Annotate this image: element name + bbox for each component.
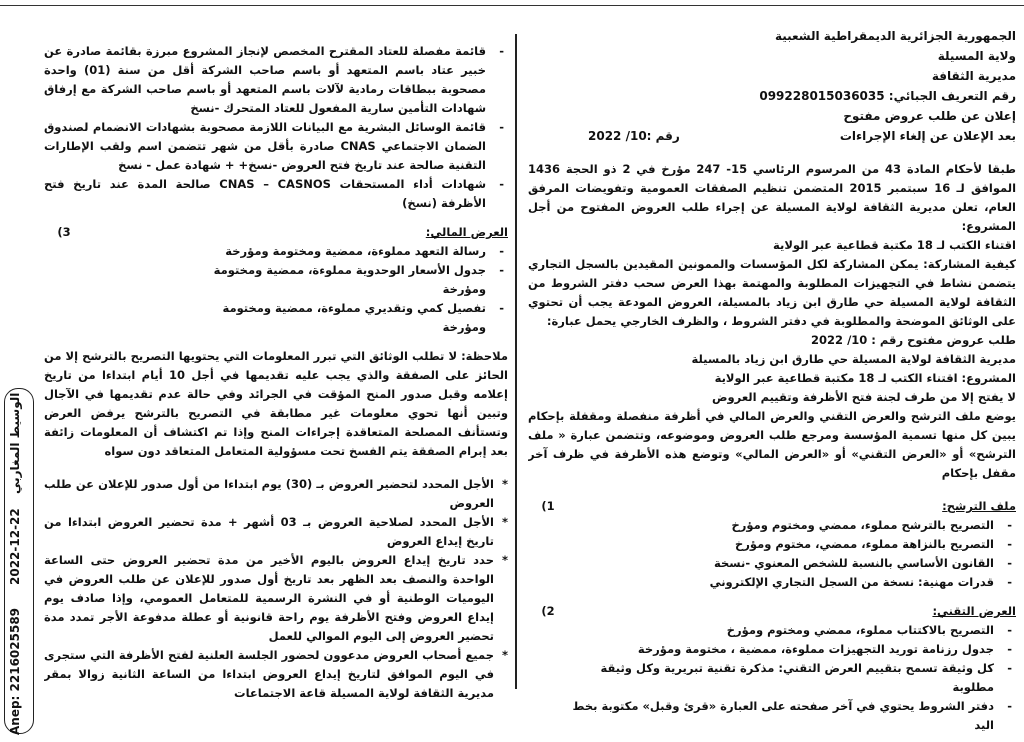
reference-number: رقم :10/ 2022 [588,129,680,143]
top-border [0,0,1024,6]
section-1-title: ملف الترشح: [942,499,1016,513]
notice-title: إعلان عن طلب عروض مفتوح [843,109,1016,123]
section-financial-offer [44,223,508,337]
placement-paragraph: يوضع ملف الترشح والعرض التقني والعرض المالي في أظرفة منفصلة ومقفلة بإحكام يبين كل منها تسمية المؤسسة ومرجع طلب العروض وموضوعه، وتتضمن عبارة « ملف الترشح» أو «العرض التقني» أو «العرض المالي» وتوضع هذه الأظرفة في ظرف آخر مقفل بإحكام [528,409,1016,480]
list-item: - القانون الأساسي بالنسبة للشخص المعنوي -نسخة [528,554,1016,573]
intro-paragraph: طبقا لأحكام المادة 43 من المرسوم الرئاسي 15- 247 مؤرخ في 2 ذو الحجة 1436 الموافق لـ 16 سبتمبر 2015 المتضمن تنظيم الصفقات العمومية وتفويضات المرفق العام، تعلن مديرية الثقافة لولاية المسيلة عن إجراء طلب العروض المفتوح من أجل المشروع: [528,162,1016,233]
list-item: - جدول رزنامة توريد التجهيزات مملوءة، ممضية ، مختومة ومؤرخة [528,640,1016,659]
column-divider [515,34,517,689]
notice-header [528,26,1016,146]
deadline-item: * الأجل المحدد لصلاحية العروض بـ 03 أشهر + مدة تحضير العروض ابتداءا من تاريخ إيداع العروض [44,513,508,551]
section-technical-offer [528,602,1016,735]
list-item: - التصريح بالنزاهة مملوء، ممضي، مختوم ومؤرخ [528,535,1016,554]
list-item: - قدرات مهنية: نسخة من السجل التجاري الإلكتروني [528,573,1016,592]
section-1-heading [528,497,1016,516]
envelope-line-4: لا يفتح إلا من طرف لجنة فتح الأظرفة وتقييم العروض [712,390,1016,404]
list-item: - قائمة الوسائل البشرية مع البيانات اللازمة مصحوبة بشهادات الانضمام لصندوق الضمان الاجتماعي CNAS صادرة بأقل من شهر تتضمن اسم ولقب الإطارات التقنية صالحة عند تاريخ فتح العروض -نسخ+ + شهادة عمل - نسخ [44,118,508,175]
section-1-number: 1) [541,499,555,513]
tax-id: رقم التعريف الجبائي: 099228015036035 [759,89,1016,103]
anep-reference: Anep: 2216025589 [8,607,22,735]
deadline-item: * جميع أصحاب العروض مدعوون لحضور الجلسة العلنية لفتح الأظرفة التي ستجرى في اليوم الموافق لتاريخ إيداع العروض ابتداءا من الساعة الثانية زوالا بمقر مديرية الثقافة لولاية المسيلة قاعة الاجتماعات [44,646,508,702]
list-item: - التصريح بالترشح مملوء، ممضي ومختوم ومؤرخ [528,516,1016,535]
section-3-title: العرض المالي: [425,225,508,239]
publication-date: 2022-12-22 [8,508,22,585]
wilaya-name: ولاية المسيلة [937,49,1016,63]
right-column [528,26,1016,736]
section-1-list [528,516,1016,592]
participation-paragraph: كيفية المشاركة: يمكن المشاركة لكل المؤسسات والممونين المقيدين بالسجل التجاري يتضمن نشاط في التجهيزات المطلوبة والمهتمة بهذا العرض سحب دفتر الشروط من الثقافة لولاية المسيلة حي طارق ابن زياد بالمسيلة، العروض المودعة يجب أن تحتوي على الوثائق الموضحة والمطلوبة في دفتر الشروط ، والظرف الخارجي يحمل عبارة: [528,257,1016,328]
section-3-number: 3) [57,225,71,239]
section-candidacy-file [528,497,1016,592]
note-paragraph: ملاحظة: لا تطلب الوثائق التي تبرر المعلومات التي يحتويها التصريح بالترشح إلا من الحائز على الصفقة والذي يجب عليه تقديمها في أجل 10 أيام ابتداءا من تاريخ إعلامه وقبل صدور المنح المؤقت في الجرائد وفي حالة عدم تقديمها في الآجال وتبين أنها تحوي معلومات غير مطابقة في التصريح بالترشح يرفض العرض وتستأنف المصلحة المتعاقدة إجراءات المنح وإذا تم اكتشاف أن المعلومات زائفة بعد إبرام الصفقة يتم الفسخ تحت مسؤولية المتعامل المتعاقد دون سواه [44,349,508,458]
list-item: - كل وثيقة تسمح بتقييم العرض التقني: مذكرة تقنية تبريرية وكل وثيقة مطلوبة [528,659,1016,697]
list-item: - جدول الأسعار الوحدوية مملوءة، ممضية ومختومة ومؤرخة [44,261,508,299]
section-2-number: 2) [541,604,555,618]
list-item: - دفتر الشروط يحتوي في آخر صفحته على العبارة «قرئ وقبل» مكتوبة بخط اليد [528,697,1016,735]
list-item: - التصريح بالاكتتاب مملوء، ممضي ومختوم ومؤرخ [528,621,1016,640]
section-2-list [528,621,1016,735]
section-3-heading [44,223,508,242]
deadline-item: * حدد تاريخ إيداع العروض باليوم الأخير من مدة تحضير العروض حتى الساعة الواحدة والنصف بعد الظهر بعد تاريخ أول صدور للإعلان عن طلب العروض في اليوميات الوطنية أو في النشرة الرسمية للمتعامل العمومي، وإذا صادف يوم إيداع العروض وفتح الأظرفة يوم راحة قانونية أو عطلة مدفوعة الأجر تمدد مدة تحضير العروض إلى اليوم الموالي للعمل [44,551,508,646]
notice-subtitle-row [528,126,1016,146]
list-item: - قائمة مفصلة للعتاد المقترح المخصص لإنجاز المشروع مبرزة بقائمة صادرة عن خبير عتاد باسم المتعهد أو باسم صاحب الشركة أقل من سنة (01) واحدة مصحوبة ببطاقات رمادية لآلات باسم المتعهد أو باسم صاحب الشركة مع إرفاق شهادات التأمين سارية المفعول للعتاد المتحرك -نسخ [44,42,508,118]
section-2-title: العرض التقني: [932,604,1016,618]
left-column [44,42,508,702]
envelope-line-2: مديرية الثقافة لولاية المسيلة حي طارق ابن زياد بالمسيلة [691,352,1016,366]
republic-name: الجمهورية الجزائرية الديمقراطية الشعبية [774,29,1016,43]
newspaper-name: الوسيط المغاربي [8,392,22,494]
section-2-heading [528,602,1016,621]
list-item: - تفصيل كمي وتقديري مملوءة، ممضية ومختومة ومؤرخة [44,299,508,337]
notice-subtitle: بعد الإعلان عن إلغاء الإجراءات [839,129,1016,143]
project-name: اقتناء الكتب لـ 18 مكتبة قطاعية عبر الولاية [773,238,1016,252]
deadline-item: * الأجل المحدد لتحضير العروض بـ (30) يوم ابتداءا من أول صدور للإعلان عن طلب العروض [44,475,508,513]
directorate-name: مديرية الثقافة [931,69,1016,83]
envelope-line-3: المشروع: اقتناء الكتب لـ 18 مكتبة قطاعية عبر الولاية [714,371,1016,385]
section-3-list [44,242,508,337]
list-item: - رسالة التعهد مملوءة، ممضية ومختومة ومؤرخة [44,242,508,261]
list-item: - شهادات أداء المستحقات CNAS – CASNOS صالحة المدة عند تاريخ فتح الأظرفة (نسخ) [44,175,508,213]
envelope-line-1: طلب عروض مفتوح رقم : 10/ 2022 [811,333,1016,347]
